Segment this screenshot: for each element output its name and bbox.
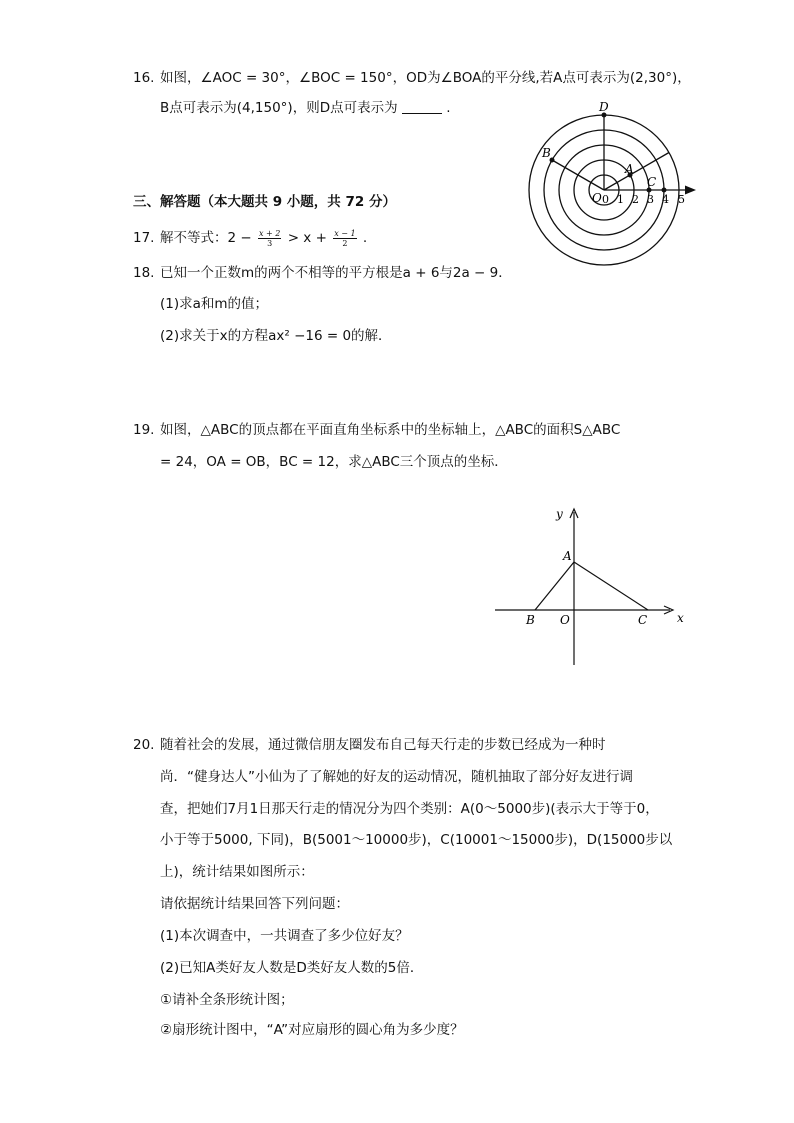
q17-f2-den: 2 (342, 238, 348, 248)
q17-post: . (362, 230, 368, 246)
q20-part2: (2)已知A类好友人数是D类好友人数的5倍． (160, 960, 424, 976)
q20-line1: 随着社会的发展，通过微信朋友圈发布自己每天行走的步数已经成为一种时 (160, 737, 606, 753)
tick-1: 1 (617, 193, 624, 206)
q16-line1: 如图，∠AOC = 30°，∠BOC = 150°，OD为∠BOA的平分线,若A点可表示为(2,30°)， (160, 70, 691, 86)
q19-number: 19. (133, 422, 155, 438)
label-d: D (599, 100, 609, 114)
q17-fraction-1 (258, 229, 281, 248)
q16-line2-end: . (446, 100, 451, 116)
q16-number: 16. (133, 70, 155, 86)
q17-f1-den: 3 (267, 238, 273, 248)
q19-triangle-figure (490, 500, 700, 670)
origin-o: O (560, 613, 570, 627)
q16-line2-text: B点可表示为(4,150°)，则D点可表示为 (160, 100, 398, 116)
label-o: O (592, 191, 602, 205)
q18-number: 18. (133, 265, 155, 281)
q17-pre: 解不等式：2 − (160, 230, 252, 246)
q20-line4: 小于等于5000, 下同)，B(5001～10000步)，C(10001～15000步)，D(15000步以 (160, 832, 673, 848)
q20-line6: 请依据统计结果回答下列问题： (160, 896, 349, 912)
tick-2: 2 (632, 193, 639, 206)
q20-line2: 尚．“健身达人”小仙为了了解她的好友的运动情况，随机抽取了部分好友进行调 (160, 769, 633, 785)
tick-0: 0 (602, 193, 609, 206)
q16-line2 (160, 98, 450, 118)
q19-line1: 如图，△ABC的顶点都在平面直角坐标系中的坐标轴上，△ABC的面积S△ABC (160, 422, 621, 438)
q17-mid: > x + (287, 230, 327, 246)
side-ac (574, 562, 648, 610)
side-ab (535, 562, 574, 610)
vertex-b: B (526, 613, 535, 627)
axis-label-y: y (556, 507, 563, 521)
section-3-title: 三、解答题（本大题共 9 小题，共 72 分） (133, 194, 396, 210)
label-c: C (647, 175, 657, 189)
q19-line2: = 24，OA = OB，BC = 12，求△ABC三个顶点的坐标． (160, 454, 508, 470)
tick-4: 4 (662, 193, 669, 206)
vertex-c: C (638, 613, 648, 627)
q18-part2: (2)求关于x的方程ax² −16 = 0的解． (160, 328, 392, 344)
label-b: B (542, 146, 551, 160)
q20-line3: 查，把她们7月1日那天行走的情况分为四个类别：A(0～5000步)(表示大于等于0， (160, 801, 659, 817)
q17-f2-num: x − 1 (334, 228, 356, 238)
vertex-a: A (563, 549, 572, 563)
q18-line1: 已知一个正数m的两个不相等的平方根是a + 6与2a − 9． (160, 265, 512, 281)
q17-number: 17. (133, 230, 155, 246)
q20-part2-sub1: ①请补全条形统计图； (160, 992, 294, 1008)
q16-answer-blank[interactable] (402, 99, 442, 114)
tick-5: 5 (678, 193, 685, 206)
q17-f1-num: x + 2 (259, 228, 281, 238)
q20-number: 20. (133, 737, 155, 753)
q20-line5: 上)，统计结果如图所示： (160, 864, 314, 880)
axis-label-x: x (677, 611, 684, 625)
q18-part1: (1)求a和m的值； (160, 296, 269, 312)
tick-3: 3 (647, 193, 654, 206)
label-a: A (625, 162, 634, 176)
q20-part2-sub2: ②扇形统计图中，“A”对应扇形的圆心角为多少度？ (160, 1022, 464, 1038)
q17-fraction-2 (333, 229, 356, 248)
q17-line (160, 228, 367, 248)
q16-polar-figure (520, 98, 710, 278)
q20-part1: (1)本次调查中，一共调查了多少位好友？ (160, 928, 409, 944)
